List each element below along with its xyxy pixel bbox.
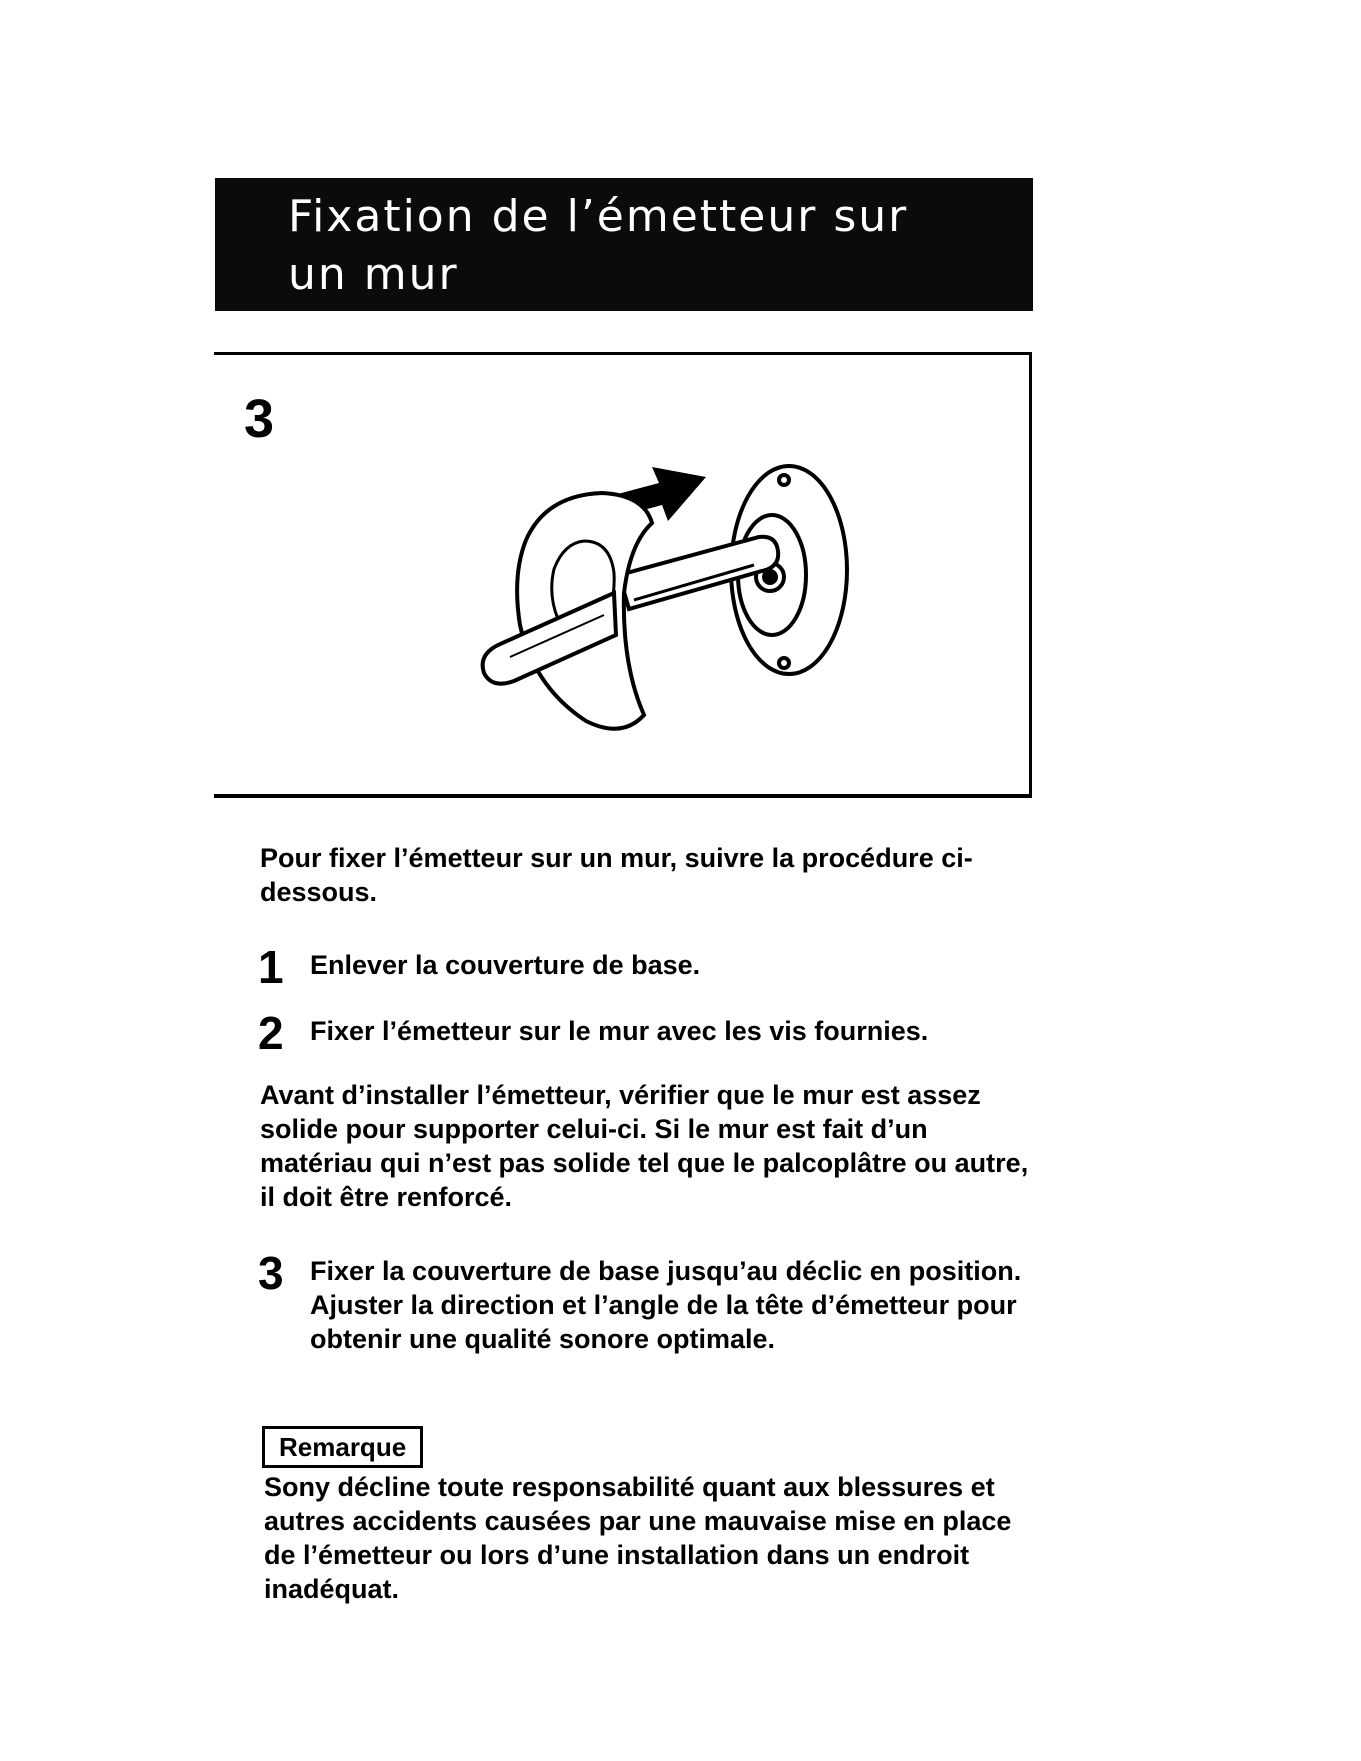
step-1-text: Enlever la couverture de base. — [310, 950, 701, 980]
step-3 — [258, 1247, 1038, 1400]
note-label: Remarque — [262, 1426, 423, 1468]
step-3-text: Fixer la couverture de base jusqu’au déclic en position. Ajuster la direction et l’angle de la tête d’émetteur pour obtenir une qualité sonore optimale. — [310, 1256, 1022, 1354]
step-2-number: 2 — [258, 1007, 284, 1059]
step-3-number: 3 — [258, 1247, 284, 1299]
page-title — [288, 188, 1008, 304]
warning-text: Avant d’installer l’émetteur, vérifier que le mur est assez solide pour supporter celui-ci. Si le mur est fait d’un matériau qui n’est pas solide tel que le palcoplâtre ou autre, il doit être renforcé. — [260, 1080, 1029, 1212]
step-2-text: Fixer l’émetteur sur le mur avec les vis fournies. — [310, 1016, 929, 1046]
step-1 — [258, 941, 1038, 994]
step-1-number: 1 — [258, 941, 284, 993]
illustration-frame — [214, 352, 1032, 798]
note-text: Sony décline toute responsabilité quant aux blessures et autres accidents causées par une mauvaise mise en place de l’émetteur ou lors d’une installation dans un endroit inadéquat. — [264, 1472, 1012, 1604]
page-title-line-2: un mur — [288, 249, 459, 300]
figure-step-number: 3 — [244, 389, 275, 449]
page-title-line-1: Fixation de l’émetteur sur — [288, 191, 909, 242]
step-2 — [258, 1007, 1038, 1060]
wall-mount-illustration — [454, 425, 874, 795]
intro-text: Pour fixer l’émetteur sur un mur, suivre la procédure ci-dessous. — [260, 843, 973, 907]
